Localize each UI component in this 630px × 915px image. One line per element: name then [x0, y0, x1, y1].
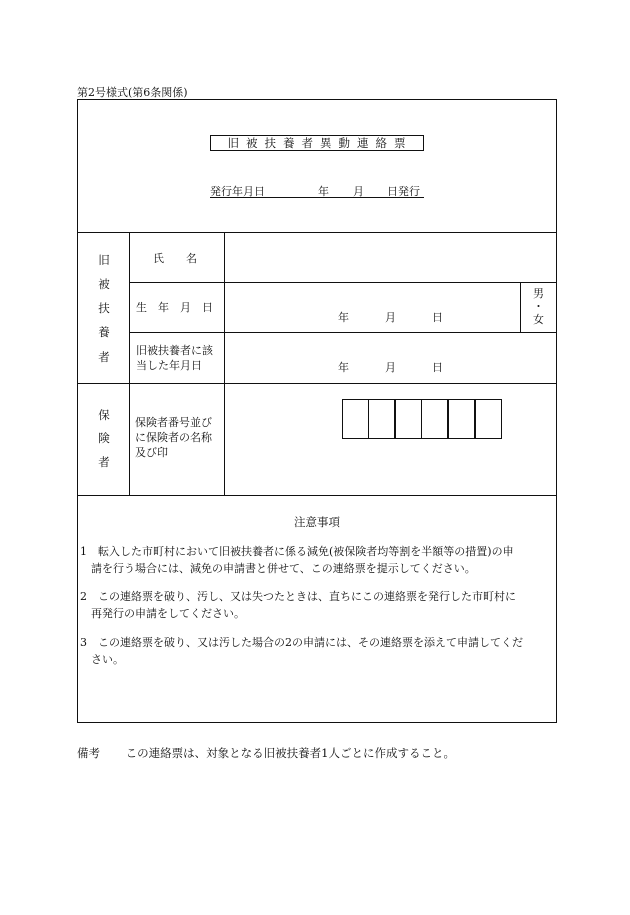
- form-number-label: 第2号様式(第6条関係): [77, 86, 188, 99]
- note-item-1: 1 転入した市町村において旧被扶養者に係る減免(被保険者均等割を半額等の措置)の申 請を行う場合には、減免の申請書と併せて、この連絡票を提示してください。: [80, 545, 514, 575]
- birth-day-label: 日: [432, 311, 443, 324]
- dependent-date-field[interactable]: [225, 333, 556, 383]
- remark: [77, 745, 455, 761]
- birth-year-label: 年: [338, 311, 349, 324]
- gender-male-label: 男: [533, 287, 544, 300]
- insurer-char-1: 保: [98, 408, 110, 422]
- dependent-date-label: [136, 343, 213, 373]
- dependent-section-label: [97, 255, 111, 363]
- dependent-char-3: 扶: [98, 301, 110, 316]
- issue-date-label: 発行年月日: [210, 185, 265, 198]
- name-field[interactable]: [225, 233, 556, 282]
- insurer-info-label-line1: 保険者番号並び: [135, 416, 212, 429]
- insurer-section-label: [97, 410, 111, 468]
- rule-dependent-section: [77, 383, 557, 384]
- birth-date-field[interactable]: [225, 283, 520, 332]
- dependent-day-label: 日: [432, 361, 443, 374]
- remark-text: この連絡票は、対象となる旧被扶養者1人ごとに作成すること。: [125, 746, 455, 760]
- dependent-char-4: 養: [98, 325, 110, 340]
- issue-date-row: [210, 181, 424, 198]
- name-label: 氏 名: [153, 252, 197, 265]
- insurer-info-label-line2: に保険者の名称: [135, 431, 212, 444]
- birth-date-label: 生 年 月 日: [136, 301, 213, 314]
- issue-month-label: 月: [353, 185, 364, 198]
- form-title: 旧被扶養者異動連絡票: [210, 135, 424, 151]
- insurer-char-3: 者: [98, 454, 110, 469]
- dependent-char-1: 旧: [98, 253, 110, 267]
- rule-section-column: [129, 232, 130, 495]
- insurer-info-label: [135, 415, 212, 460]
- insurer-number-digit-4[interactable]: [421, 399, 448, 439]
- dependent-date-label-line2: 当した年月日: [136, 359, 202, 372]
- insurer-number-digit-1[interactable]: [342, 399, 369, 439]
- notes-title: 注意事項: [294, 515, 340, 529]
- dependent-char-2: 被: [98, 277, 110, 292]
- insurer-number-digit-3[interactable]: [395, 399, 422, 439]
- insurer-info-label-line3: 及び印: [135, 446, 168, 459]
- rule-insurer-section: [77, 495, 557, 496]
- insurer-number-digit-5[interactable]: [448, 399, 475, 439]
- issue-suffix-label: 日発行: [387, 185, 420, 198]
- insurer-number-digit-6[interactable]: [475, 399, 502, 439]
- insurer-char-2: 険: [98, 431, 110, 446]
- note-item-2: 2 この連絡票を破り、汚し、又は失つたときは、直ちにこの連絡票を発行した市町村に 再発行の申請をしてください。: [80, 590, 516, 620]
- birth-month-label: 月: [385, 311, 396, 324]
- gender-separator: ・: [533, 300, 544, 313]
- dependent-month-label: 月: [385, 361, 396, 374]
- note-item-3: 3 この連絡票を破り、又は汚した場合の2の申請には、その連絡票を添えて申請してくだ さい。: [80, 636, 523, 666]
- remark-label: 備考: [77, 746, 100, 760]
- gender-field[interactable]: [521, 287, 556, 331]
- insurer-number-digit-2[interactable]: [368, 399, 395, 439]
- issue-year-label: 年: [318, 185, 329, 198]
- dependent-char-5: 者: [98, 349, 110, 364]
- gender-female-label: 女: [533, 313, 544, 326]
- dependent-year-label: 年: [338, 361, 349, 374]
- dependent-date-label-line1: 旧被扶養者に該: [136, 344, 213, 357]
